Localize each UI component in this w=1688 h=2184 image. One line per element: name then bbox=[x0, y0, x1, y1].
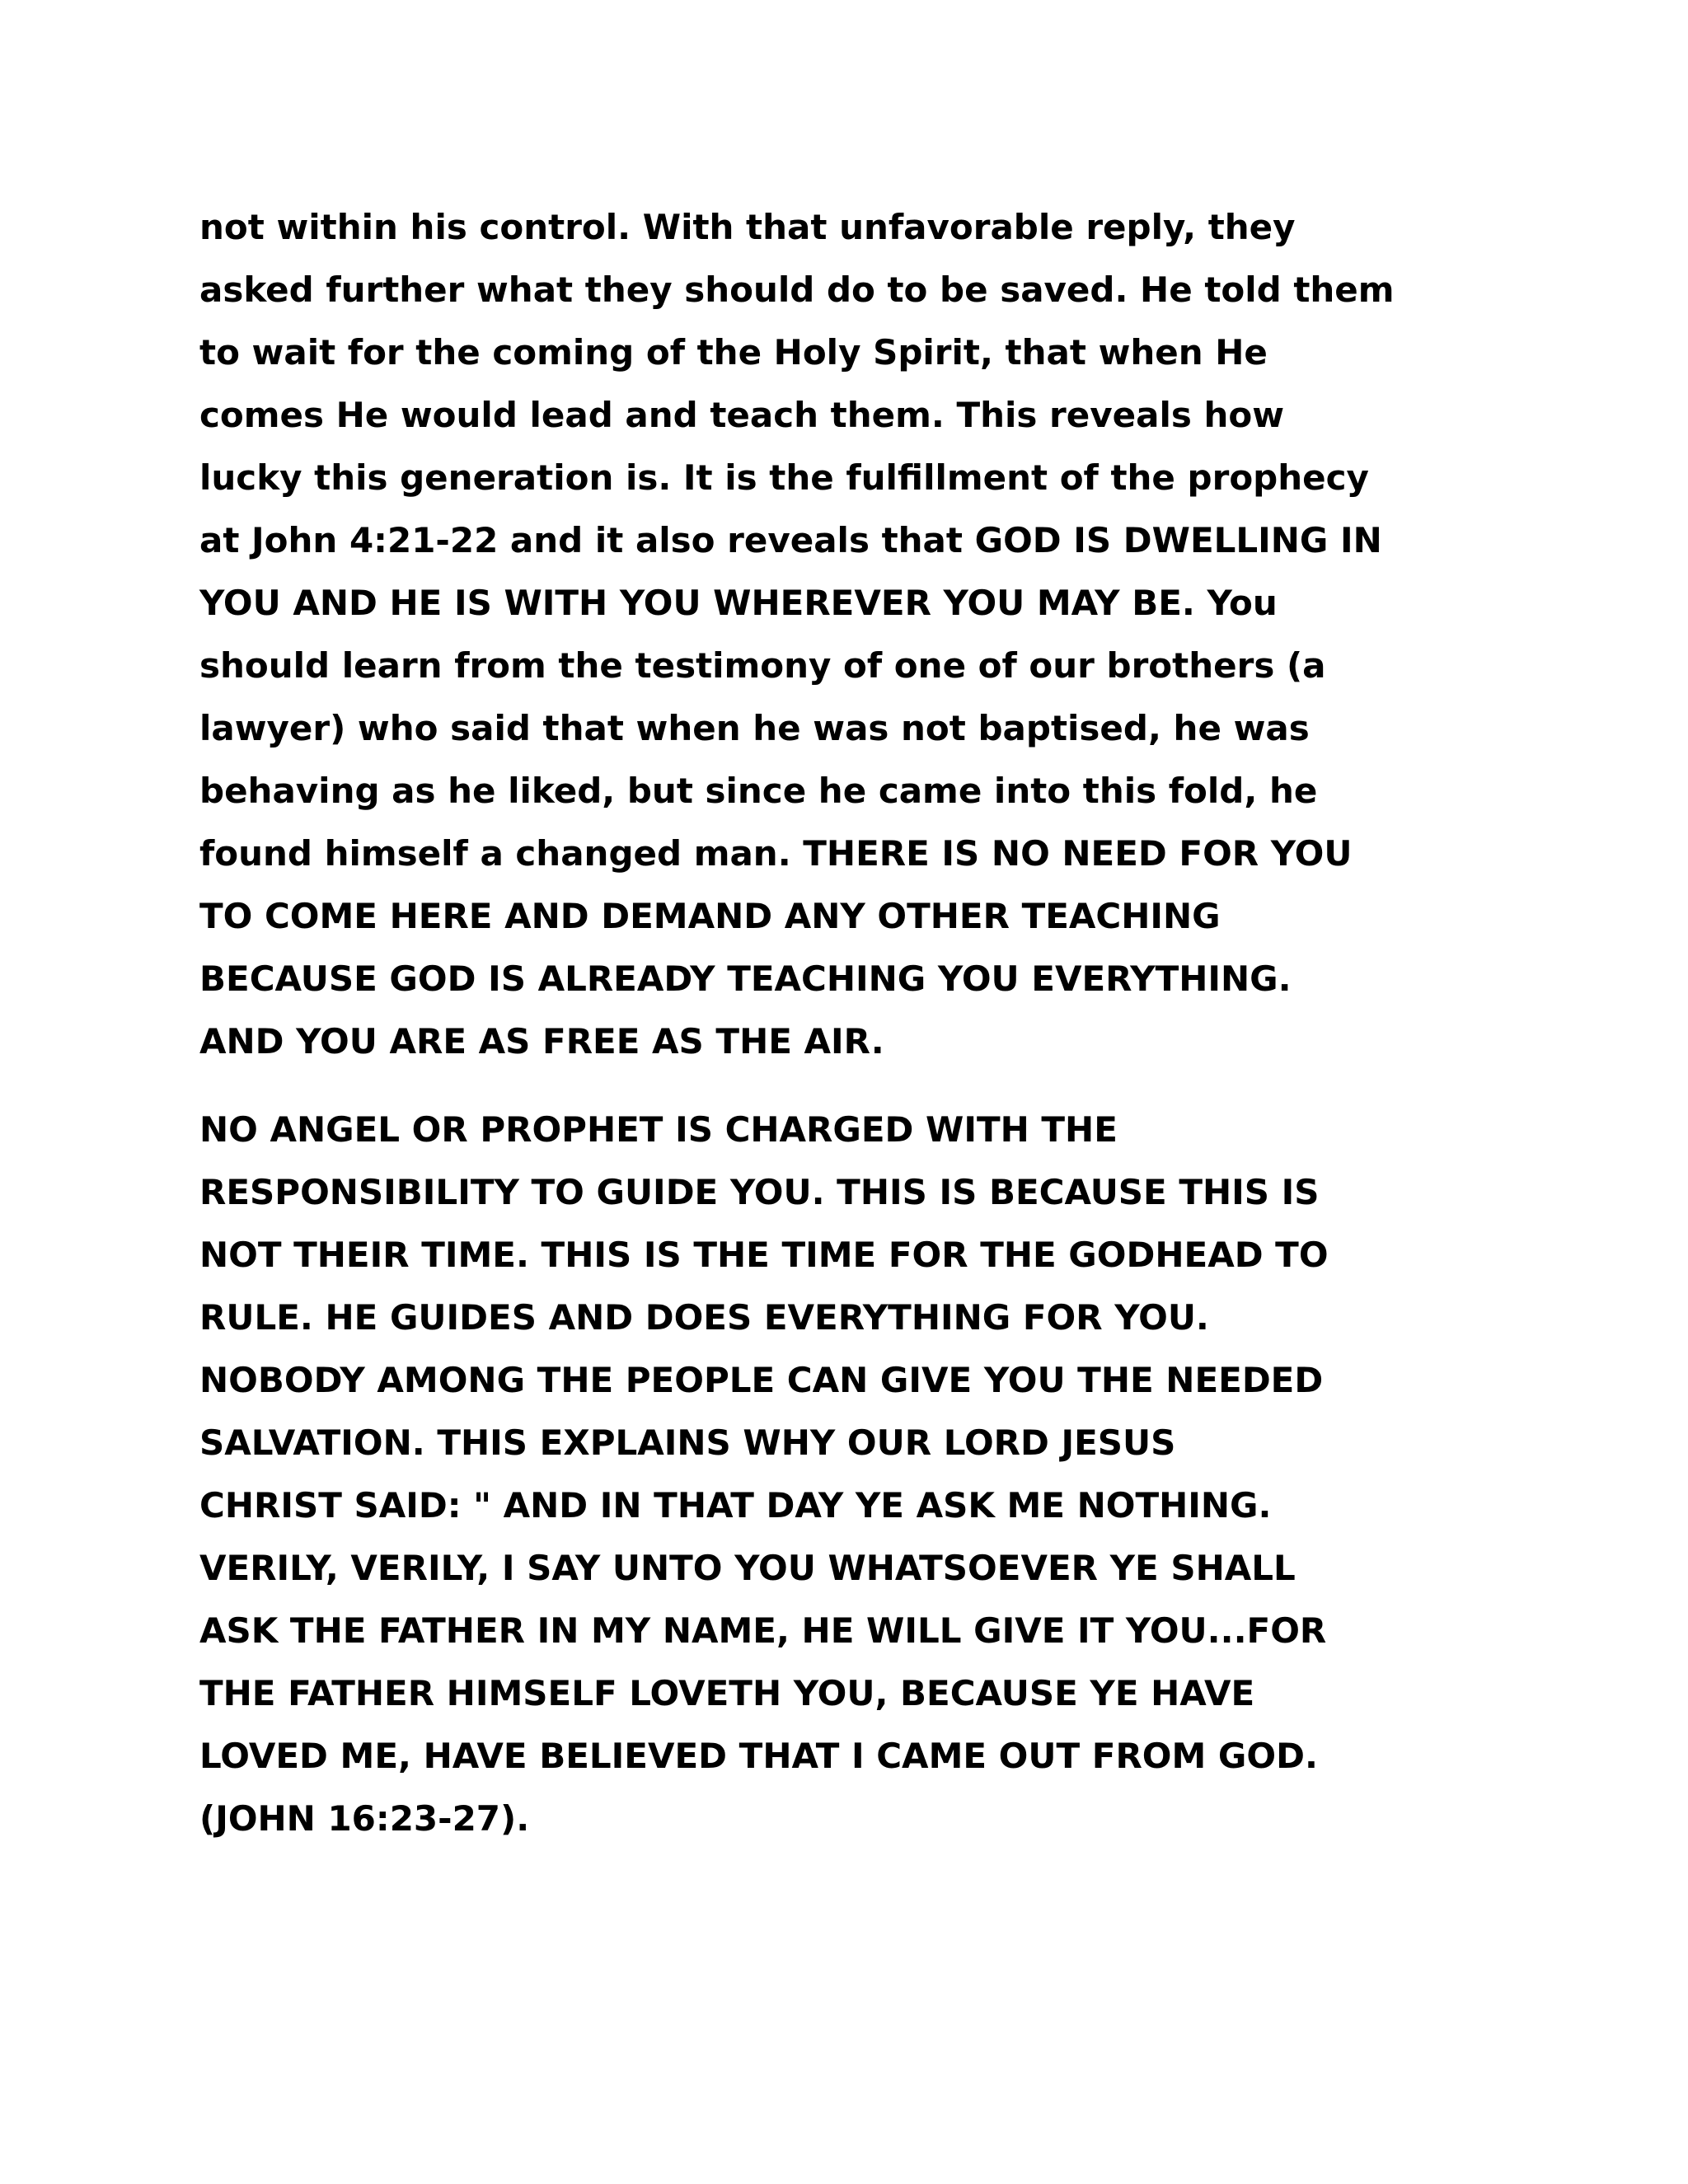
text-line: TO COME HERE AND DEMAND ANY OTHER TEACHING bbox=[199, 896, 1221, 936]
text-line: RESPONSIBILITY TO GUIDE YOU. THIS IS BECAUSE THIS IS bbox=[199, 1172, 1320, 1212]
paragraph-2 bbox=[199, 1099, 1551, 1850]
text-line: should learn from the testimony of one of our brothers (a bbox=[199, 645, 1326, 686]
text-line: found himself a changed man. THERE IS NO NEED FOR YOU bbox=[199, 833, 1353, 874]
text-line: to wait for the coming of the Holy Spirit, that when He bbox=[199, 332, 1268, 373]
text-line: lawyer) who said that when he was not baptised, he was bbox=[199, 708, 1310, 748]
text-line: asked further what they should do to be saved. He told them bbox=[199, 269, 1395, 310]
text-line: NOT THEIR TIME. THIS IS THE TIME FOR THE GODHEAD TO bbox=[199, 1235, 1329, 1275]
text-line: YOU AND HE IS WITH YOU WHEREVER YOU MAY BE. You bbox=[199, 583, 1278, 623]
paragraph-1 bbox=[199, 196, 1551, 1073]
text-line: THE FATHER HIMSELF LOVETH YOU, BECAUSE YE HAVE bbox=[199, 1673, 1255, 1713]
text-line: RULE. HE GUIDES AND DOES EVERYTHING FOR YOU. bbox=[199, 1297, 1209, 1338]
text-line: LOVED ME, HAVE BELIEVED THAT I CAME OUT FROM GOD. bbox=[199, 1736, 1318, 1776]
text-line: not within his control. With that unfavorable reply, they bbox=[199, 207, 1296, 247]
text-line: NO ANGEL OR PROPHET IS CHARGED WITH THE bbox=[199, 1109, 1118, 1150]
text-line: CHRIST SAID: " AND IN THAT DAY YE ASK ME NOTHING. bbox=[199, 1485, 1272, 1526]
text-line: comes He would lead and teach them. This reveals how bbox=[199, 395, 1285, 435]
text-line: behaving as he liked, but since he came into this fold, he bbox=[199, 771, 1318, 811]
text-line: BECAUSE GOD IS ALREADY TEACHING YOU EVERYTHING. bbox=[199, 958, 1292, 999]
text-line: AND YOU ARE AS FREE AS THE AIR. bbox=[199, 1021, 884, 1062]
text-line: ASK THE FATHER IN MY NAME, HE WILL GIVE IT YOU...FOR bbox=[199, 1610, 1327, 1651]
text-line: (JOHN 16:23-27). bbox=[199, 1798, 530, 1839]
text-line: NOBODY AMONG THE PEOPLE CAN GIVE YOU THE NEEDED bbox=[199, 1360, 1324, 1400]
text-line: lucky this generation is. It is the fulfillment of the prophecy bbox=[199, 457, 1369, 498]
text-line: SALVATION. THIS EXPLAINS WHY OUR LORD JESUS bbox=[199, 1422, 1176, 1463]
text-line: at John 4:21-22 and it also reveals that GOD IS DWELLING IN bbox=[199, 520, 1382, 560]
text-line: VERILY, VERILY, I SAY UNTO YOU WHATSOEVER YE SHALL bbox=[199, 1548, 1296, 1588]
